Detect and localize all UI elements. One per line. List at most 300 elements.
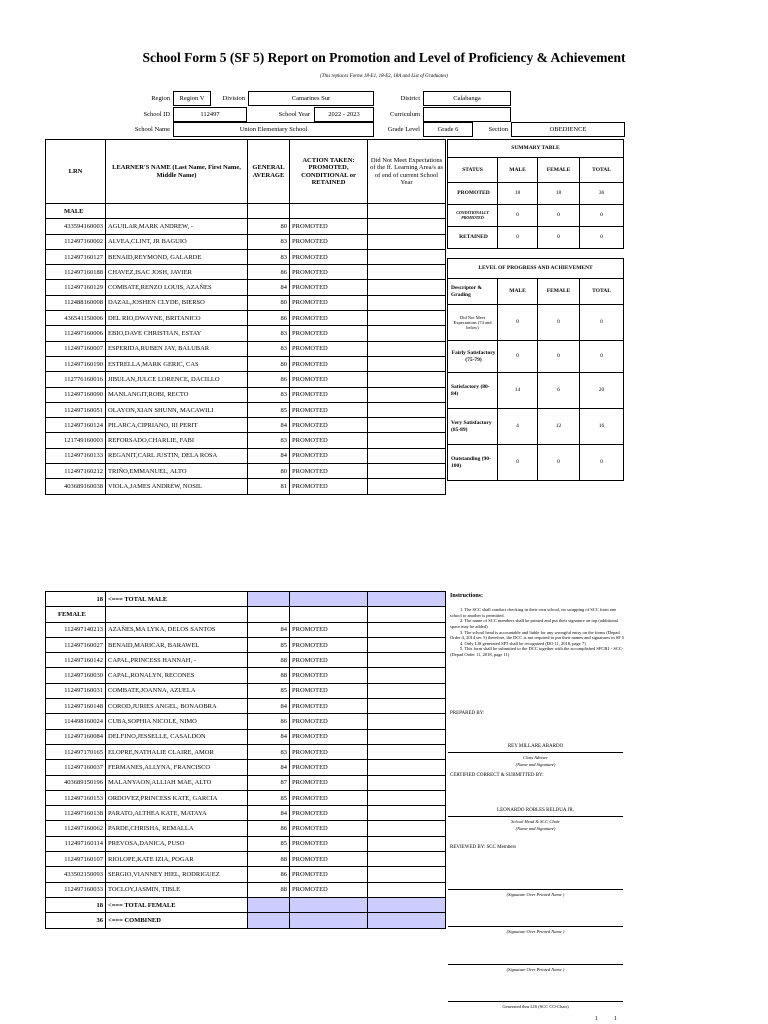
learner-name: CAPAL,RONALYN, RECONES (106, 668, 248, 683)
progress-female: 0 (538, 341, 580, 373)
instructions-list (450, 607, 625, 658)
male-learners-table (45, 139, 446, 495)
learner-lrn: 403689160038 (46, 479, 106, 494)
learner-row (46, 234, 446, 249)
learner-lrn: 403689150196 (46, 775, 106, 790)
learner-lrn: 112497160133 (46, 448, 106, 463)
progress-title: LEVEL OF PROGRESS AND ACHIEVEMENT (448, 259, 624, 279)
male-section-label: MALE (46, 204, 106, 219)
learner-action: PROMOTED (290, 280, 368, 295)
learner-name: OLAYON,XIAN SHUNN, MACAWILI (106, 402, 248, 417)
form-title: School Form 5 (SF 5) Report on Promotion and Level of Proficiency & Achievement (142, 50, 626, 65)
summary-male: 0 (498, 205, 538, 227)
learner-name: CAPAL,PRINCESS HANNAH, - (106, 653, 248, 668)
school-head-role: School Head & SCC Chair (511, 819, 560, 824)
female-learners-table (45, 591, 446, 929)
summary-total: 36 (580, 183, 624, 205)
progress-col-male: MALE (498, 279, 538, 305)
learner-lrn: 112497160129 (46, 280, 106, 295)
learner-action: PROMOTED (290, 714, 368, 729)
scc-member-line (448, 926, 623, 927)
learner-action: PROMOTED (290, 744, 368, 759)
learner-not-met (368, 265, 446, 280)
learner-action: PROMOTED (290, 882, 368, 897)
learner-lrn: 112497160188 (46, 265, 106, 280)
learner-average: 84 (248, 760, 290, 775)
learner-not-met (368, 790, 446, 805)
col-action-taken: ACTION TAKEN: PROMOTED, CONDITIONAL or RETAINED (290, 140, 368, 204)
progress-descriptor: Outstanding (90-100) (448, 445, 498, 481)
learner-not-met (368, 433, 446, 448)
learner-action: PROMOTED (290, 637, 368, 652)
learner-lrn: 112497160107 (46, 852, 106, 867)
combined-total-count: 36 (46, 913, 106, 928)
learner-row (46, 867, 446, 882)
learner-name: EBIO,DAVE CHRISTIAN, ESTAY (106, 326, 248, 341)
col-lrn: LRN (46, 140, 106, 204)
learner-not-met (368, 775, 446, 790)
learner-name: JIBULAN,JULCE LORENCE, DACILLO (106, 372, 248, 387)
learner-action: PROMOTED (290, 699, 368, 714)
summary-status: RETAINED (448, 227, 498, 249)
learner-not-met (368, 341, 446, 356)
summary-male: 18 (498, 183, 538, 205)
adviser-signature-line (448, 752, 623, 753)
grade-level-label: Grade Level (387, 126, 420, 133)
learner-not-met (368, 836, 446, 851)
learner-not-met (368, 464, 446, 479)
adviser-note: (Name and Signature) (515, 762, 556, 767)
learner-not-met (368, 234, 446, 249)
learner-average: 88 (248, 852, 290, 867)
learner-average: 84 (248, 729, 290, 744)
adviser-role: Class Adviser (523, 755, 548, 760)
school-id-label: School ID (143, 111, 170, 118)
learner-row (46, 683, 446, 698)
learner-average: 86 (248, 867, 290, 882)
learner-lrn: 112497160142 (46, 653, 106, 668)
learner-average: 85 (248, 402, 290, 417)
learner-action: PROMOTED (290, 790, 368, 805)
learner-row (46, 387, 446, 402)
progress-female: 0 (538, 305, 580, 341)
learner-name: RIOLOPE,KATE IZIA, POGAR (106, 852, 248, 867)
learner-not-met (368, 326, 446, 341)
learner-row (46, 356, 446, 371)
learner-row (46, 806, 446, 821)
learner-not-met (368, 418, 446, 433)
page-count: 1 (614, 1016, 617, 1022)
learner-name: AGUILAR,MARK ANDREW, - (106, 219, 248, 234)
learner-action: PROMOTED (290, 311, 368, 326)
learner-action: PROMOTED (290, 372, 368, 387)
combined-total-label: <=== COMBINED (106, 913, 248, 928)
learner-action: PROMOTED (290, 356, 368, 371)
total-female-label: <=== TOTAL FEMALE (106, 897, 248, 912)
learner-lrn: 112497170165 (46, 744, 106, 759)
progress-total: 0 (580, 305, 624, 341)
progress-col-descriptor: Descriptor & Grading (448, 279, 498, 305)
learner-row (46, 311, 446, 326)
prepared-by-label: PREPARED BY: (450, 711, 485, 716)
curriculum-field (423, 107, 511, 122)
learner-not-met (368, 714, 446, 729)
learner-lrn: 112497160114 (46, 836, 106, 851)
learner-average: 87 (248, 775, 290, 790)
instruction-item: 1. The SCC shall conduct checking in their own school, no swapping of SCC from one school to another is permitted. (450, 607, 617, 618)
scc-member-note: (Signature Over Printed Name ) (506, 967, 565, 972)
learner-row (46, 219, 446, 234)
learner-action: PROMOTED (290, 295, 368, 310)
learner-action: PROMOTED (290, 464, 368, 479)
learner-lrn: 112497160027 (46, 637, 106, 652)
progress-male: 0 (498, 305, 538, 341)
learner-lrn: 433594160003 (46, 219, 106, 234)
total-male-count: 18 (46, 592, 106, 607)
learner-row (46, 852, 446, 867)
learner-not-met (368, 387, 446, 402)
learner-name: MANLANGIT,ROBI, RECTO (106, 387, 248, 402)
total-female-count: 18 (46, 897, 106, 912)
learner-row (46, 265, 446, 280)
learner-not-met (368, 683, 446, 698)
generated-note: Generated thru LIS (SCC CO-Chair) (502, 1004, 569, 1009)
adviser-name: REY MILLARE ABARDO (507, 744, 564, 749)
learner-average: 84 (248, 418, 290, 433)
certified-label: CERTIFIED CORRECT & SUBMITTED BY: (450, 773, 544, 778)
learner-not-met (368, 311, 446, 326)
summary-status: PROMOTED (448, 183, 498, 205)
learner-lrn: 112497160124 (46, 418, 106, 433)
learner-action: PROMOTED (290, 852, 368, 867)
scc-member-note: (Signature Over Printed Name ) (506, 929, 565, 934)
learner-lrn: 112497160084 (46, 729, 106, 744)
learner-name: ESTRELLA,MARK GERIC, CAS (106, 356, 248, 371)
learner-row (46, 714, 446, 729)
school-head-signature-line (448, 816, 623, 817)
learner-row (46, 775, 446, 790)
learner-average: 80 (248, 219, 290, 234)
female-section-label: FEMALE (46, 607, 106, 622)
learner-row (46, 295, 446, 310)
curriculum-label: Curriculum (390, 111, 420, 118)
learner-action: PROMOTED (290, 433, 368, 448)
learner-not-met (368, 356, 446, 371)
learner-not-met (368, 653, 446, 668)
summary-status: CONDITIONALLY PROMOTED (448, 205, 498, 227)
district-field: Calabanga (423, 91, 511, 106)
summary-col-male: MALE (498, 158, 538, 183)
learner-row (46, 479, 446, 494)
learner-row (46, 790, 446, 805)
school-head-name: LEONARDO ROBLES BELDUA JR. (497, 808, 574, 813)
division-field: Camarines Sur (248, 91, 374, 106)
learner-name: COROD,JURIES ANGEL, BONAOBRA (106, 699, 248, 714)
learner-row (46, 280, 446, 295)
learner-action: PROMOTED (290, 683, 368, 698)
learner-row (46, 744, 446, 759)
learner-not-met (368, 699, 446, 714)
learner-average: 83 (248, 387, 290, 402)
school-id-field: 112497 (173, 107, 247, 122)
learner-not-met (368, 479, 446, 494)
learner-not-met (368, 280, 446, 295)
learner-name: TOCLOY,JASMIN, TIBLE (106, 882, 248, 897)
school-year-field: 2022 - 2023 (314, 107, 374, 122)
learner-average: 85 (248, 836, 290, 851)
learner-row (46, 464, 446, 479)
learner-action: PROMOTED (290, 249, 368, 264)
learner-name: SERGIO,VIANNEY HIEL, RODRIGUEZ (106, 867, 248, 882)
learner-row (46, 729, 446, 744)
learner-lrn: 112497160153 (46, 790, 106, 805)
learner-name: PILARCA,CIPRIANO, III PERIT (106, 418, 248, 433)
learner-lrn: 433502150093 (46, 867, 106, 882)
learner-action: PROMOTED (290, 622, 368, 637)
learner-name: REGANIT,CARL JUSTIN, DELA ROSA (106, 448, 248, 463)
learner-not-met (368, 402, 446, 417)
learner-action: PROMOTED (290, 821, 368, 836)
learner-not-met (368, 744, 446, 759)
reviewed-by-label: REVIEWED BY: SCC Members (450, 845, 517, 850)
learner-average: 88 (248, 653, 290, 668)
instruction-item: 2. The name of SCC members shall be printed and put their signature on top (additional space may be added) (450, 618, 618, 629)
learner-name: CHAVEZ,ISAC JOSH, JAVIER (106, 265, 248, 280)
learner-name: DAZAL,JOSHEN CLYDE, BIERSO (106, 295, 248, 310)
progress-total: 16 (580, 409, 624, 445)
progress-descriptor: Satisfactory (80-84) (448, 373, 498, 409)
progress-table (447, 258, 624, 481)
learner-not-met (368, 295, 446, 310)
learner-not-met (368, 668, 446, 683)
learner-name: BENAID,REYMOND, GALARDE (106, 249, 248, 264)
learner-action: PROMOTED (290, 326, 368, 341)
learner-not-met (368, 372, 446, 387)
learner-not-met (368, 852, 446, 867)
progress-male: 0 (498, 445, 538, 481)
learner-lrn: 112497160030 (46, 668, 106, 683)
progress-total: 0 (580, 341, 624, 373)
learner-name: ESPERIDA,RUBEN JAY, BALUBAR (106, 341, 248, 356)
learner-row (46, 668, 446, 683)
learner-not-met (368, 806, 446, 821)
learner-row (46, 821, 446, 836)
summary-total: 0 (580, 227, 624, 249)
learner-average: 80 (248, 464, 290, 479)
learner-action: PROMOTED (290, 653, 368, 668)
summary-male: 0 (498, 227, 538, 249)
col-general-average: GENERAL AVERAGE (248, 140, 290, 204)
learner-action: PROMOTED (290, 668, 368, 683)
learner-average: 84 (248, 806, 290, 821)
learner-average: 84 (248, 280, 290, 295)
learner-lrn: 114498160024 (46, 714, 106, 729)
learner-not-met (368, 249, 446, 264)
summary-col-total: TOTAL (580, 158, 624, 183)
grade-level-field: Grade 6 (423, 122, 473, 137)
learner-row (46, 433, 446, 448)
progress-female: 12 (538, 409, 580, 445)
learner-name: DELFINO,JESSELLE, CASALDON (106, 729, 248, 744)
region-field: Region V (173, 91, 211, 106)
learner-average: 80 (248, 356, 290, 371)
learner-name: MALANYAON,ALLIAH MAE, ALTO (106, 775, 248, 790)
learner-name: FERMANES,ALLYNA, FRANCISCO (106, 760, 248, 775)
learner-average: 80 (248, 295, 290, 310)
learner-not-met (368, 729, 446, 744)
progress-col-female: FEMALE (538, 279, 580, 305)
school-head-note: (Name and Signature) (515, 826, 556, 831)
learner-average: 86 (248, 714, 290, 729)
learner-row (46, 622, 446, 637)
learner-lrn: 436541150006 (46, 311, 106, 326)
learner-average: 86 (248, 821, 290, 836)
learner-name: REFORSADO,CHARLIE, FABI (106, 433, 248, 448)
learner-row (46, 653, 446, 668)
col-did-not-meet: Did Not Meet Expectations of the ff. Learning Area/s as of end of current School Year (368, 140, 446, 204)
learner-lrn: 112497160002 (46, 234, 106, 249)
learner-action: PROMOTED (290, 760, 368, 775)
summary-col-female: FEMALE (538, 158, 580, 183)
total-female (46, 897, 446, 912)
learner-name: ALVEA,CLINT, JR BAGUIO (106, 234, 248, 249)
learner-average: 86 (248, 265, 290, 280)
learner-not-met (368, 882, 446, 897)
section-label: Section (488, 126, 508, 133)
progress-descriptor: Did Not Meet Expectations (74 and below) (448, 305, 498, 341)
learner-name: PARDE,CHRISHA, REMALLA (106, 821, 248, 836)
learner-row (46, 637, 446, 652)
learner-row (46, 402, 446, 417)
learner-row (46, 760, 446, 775)
instruction-item: 4. Only LIS generated SF5 shall be recognized (DO 11, 2018, page 7) (460, 640, 586, 646)
progress-descriptor: Fairly Satisfactory (75-79) (448, 341, 498, 373)
progress-male: 14 (498, 373, 538, 409)
progress-female: 6 (538, 373, 580, 409)
learner-name: ELOPRE,NATHALIE CLAIRE, AMOR (106, 744, 248, 759)
summary-female: 0 (538, 227, 580, 249)
learner-average: 83 (248, 341, 290, 356)
learner-row (46, 882, 446, 897)
learner-action: PROMOTED (290, 418, 368, 433)
learner-action: PROMOTED (290, 265, 368, 280)
learner-name: BENAID,MARICAR, BARAWEL (106, 637, 248, 652)
section-field: OBEDIENCE (511, 122, 625, 137)
instruction-item: 5. This form shall be submitted to the DCC together with the accomplished SFCR1 - SCC- (Depad Order 11, 2018, page 11) (450, 646, 624, 657)
learner-average: 85 (248, 637, 290, 652)
learner-action: PROMOTED (290, 448, 368, 463)
progress-descriptor: Very Satisfactory (85-89) (448, 409, 498, 445)
school-year-label: School Year (278, 111, 310, 118)
learner-name: DEL RIO,DWAYNE, BRITANICO (106, 311, 248, 326)
learner-not-met (368, 219, 446, 234)
learner-average: 88 (248, 882, 290, 897)
learner-average: 86 (248, 372, 290, 387)
progress-col-total: TOTAL (580, 279, 624, 305)
learner-lrn: 112497160031 (46, 683, 106, 698)
learner-average: 81 (248, 479, 290, 494)
learner-not-met (368, 448, 446, 463)
learner-action: PROMOTED (290, 402, 368, 417)
progress-total: 20 (580, 373, 624, 409)
learner-lrn: 112497160212 (46, 464, 106, 479)
learner-lrn: 112497160148 (46, 699, 106, 714)
learner-lrn: 112488160008 (46, 295, 106, 310)
summary-female: 18 (538, 183, 580, 205)
scc-member-line (448, 889, 623, 890)
learner-row (46, 326, 446, 341)
summary-table (447, 139, 624, 249)
division-label: Division (222, 95, 245, 102)
learner-lrn: 112497160051 (46, 402, 106, 417)
learner-action: PROMOTED (290, 867, 368, 882)
learner-row (46, 418, 446, 433)
learner-name: COMBATE,RENZO LOUIS, AZAÑES (106, 280, 248, 295)
learner-lrn: 112497160006 (46, 326, 106, 341)
learner-action: PROMOTED (290, 387, 368, 402)
progress-total: 0 (580, 445, 624, 481)
learner-lrn: 112497160062 (46, 821, 106, 836)
learner-lrn: 112497160090 (46, 387, 106, 402)
learner-average: 83 (248, 249, 290, 264)
learner-lrn: 112497160138 (46, 806, 106, 821)
learner-action: PROMOTED (290, 775, 368, 790)
learner-action: PROMOTED (290, 219, 368, 234)
learner-average: 86 (248, 311, 290, 326)
learner-average: 84 (248, 699, 290, 714)
learner-action: PROMOTED (290, 836, 368, 851)
learner-lrn: 112497160033 (46, 882, 106, 897)
learner-lrn: 112776160016 (46, 372, 106, 387)
school-name-field: Union Elementary School (173, 122, 374, 137)
learner-average: 84 (248, 448, 290, 463)
learner-lrn: 121749160003 (46, 433, 106, 448)
learner-row (46, 372, 446, 387)
form-subtitle: (This replaces Forms 18-E1, 18-E2, 18A and List of Graduates) (320, 74, 448, 79)
learner-not-met (368, 867, 446, 882)
learner-row (46, 836, 446, 851)
learner-average: 83 (248, 234, 290, 249)
learner-row (46, 249, 446, 264)
learner-name: PARATO,ALTHEA KATE, MATAYA (106, 806, 248, 821)
learner-not-met (368, 637, 446, 652)
progress-female: 0 (538, 445, 580, 481)
learner-action: PROMOTED (290, 729, 368, 744)
learner-name: PREVOSA,DANICA, PUSO (106, 836, 248, 851)
learner-action: PROMOTED (290, 806, 368, 821)
learner-lrn: 112497140213 (46, 622, 106, 637)
summary-title: SUMMARY TABLE (448, 140, 624, 158)
learner-average: 83 (248, 744, 290, 759)
learner-row (46, 448, 446, 463)
progress-male: 4 (498, 409, 538, 445)
combined-total (46, 913, 446, 928)
instruction-item: 3. The school head is accountable and liable for any wrongful entry on the forms (Depad Order 4, 2014 sec 5) therefore, the DCC is not required to put their names and signatures in SF 5 (450, 629, 625, 641)
total-male-label: <=== TOTAL MALE (106, 592, 248, 607)
district-label: District (400, 95, 420, 102)
school-name-label: School Name (134, 126, 170, 133)
learner-average: 83 (248, 326, 290, 341)
learner-average: 85 (248, 683, 290, 698)
learner-not-met (368, 821, 446, 836)
summary-female: 0 (538, 205, 580, 227)
learner-name: ORDOVEZ,PRINCESS KATE, GARCIA (106, 790, 248, 805)
learner-row (46, 699, 446, 714)
learner-not-met (368, 622, 446, 637)
learner-average: 88 (248, 668, 290, 683)
learner-name: VIOLA,JAMES ANDREW, NOSIL (106, 479, 248, 494)
col-learner-name: LEARNER'S NAME (Last Name, First Name, Middle Name) (106, 140, 248, 204)
